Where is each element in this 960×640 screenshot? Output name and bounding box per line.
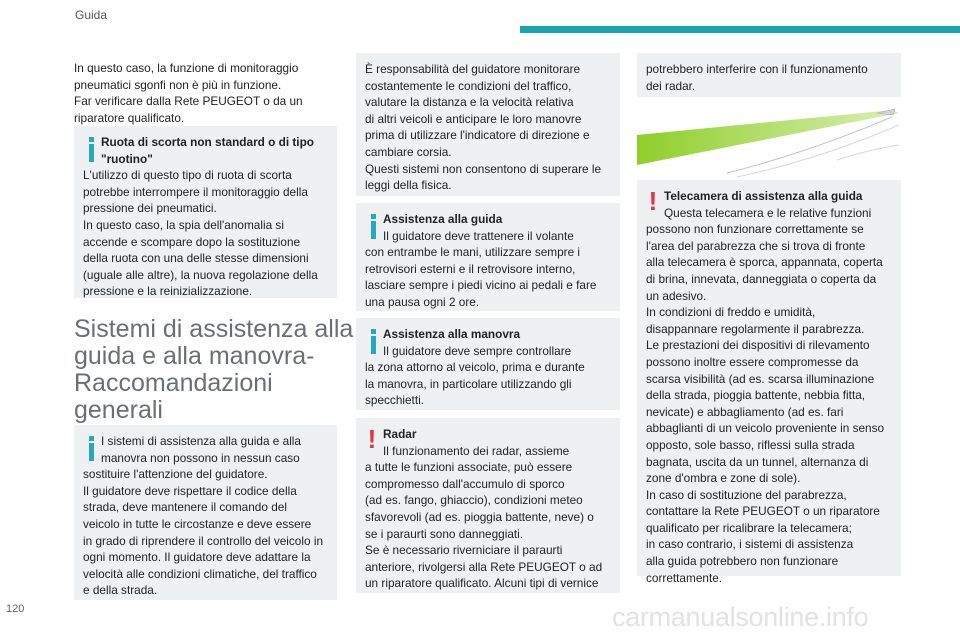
text-line: contattare la Rete PEUGEOT o un riparatore [646,504,880,519]
note-title: Assistenza alla guida [383,212,503,226]
note-radar-continued [637,53,901,97]
text-line: È responsabilità del guidatore monitorare [365,62,581,76]
watermark: carmanualsonline.info [612,602,869,632]
text-line: In questo caso, la spia dell'anomalia si [83,217,284,232]
note-camera [637,180,901,585]
note-responsibility [356,53,620,196]
info-icon [88,436,95,461]
green-highlight-band [637,110,899,165]
text-line: manovra non possono in nessun caso [101,450,300,465]
page-number: 120 [6,603,25,615]
info-icon [88,137,95,162]
note-title: Radar [383,427,417,441]
text-line: e della strada. [83,583,158,598]
text-line: una pausa ogni 2 ore. [365,294,480,309]
section-title: Sistemi di assistenza alla guida e alla manovra- Raccomandazioni generali [74,315,354,424]
text-line: l'area del parabrezza che si trova di fronte [646,238,866,253]
text-line: un adesivo. [646,288,707,303]
text-line: se i paraurti sono danneggiati. [365,526,524,541]
text-line: di altri veicoli e anticipare le loro manovre [365,111,582,126]
text-line: pressione dei pneumatici. [83,201,217,216]
text-line: velocità alle condizioni climatiche, del traffico [83,566,317,581]
text-line: Far verificare dalla Rete PEUGEOT o da un [74,94,303,109]
text-line: cambiare corsia. [365,144,452,159]
text-line: Il funzionamento dei radar, assieme [383,443,570,458]
text-line: bagnata, uscita da un tunnel, alternanza di [646,454,869,469]
text-line: della ruota con una delle stesse dimensioni [83,251,309,266]
text-line: disappannare regolarmente il parabrezza. [646,321,865,336]
text-line: L'utilizzo di questo tipo di ruota di scorta [83,168,292,183]
text-line: Le prestazioni dei dispositivi di rilevamento [646,338,870,353]
text-line: dei radar. [646,78,696,93]
text-line: (ad es. fango, ghiaccio), condizioni meteo [365,493,583,508]
text-line: leggi della fisica. [365,178,452,193]
text-line: Il guidatore deve sempre controllare [383,343,572,358]
text-line: potrebbe interrompere il monitoraggio della [83,184,308,199]
text-line: la zona attorno al veicolo, prima e durante [365,360,585,375]
text-line: in grado di riprendere il controllo del veicolo in [83,533,324,548]
text-line: un riparatore qualificato. Alcuni tipi di vernice [365,576,599,591]
text-line: prima di utilizzare l'indicatore di direzione e [365,128,590,143]
header-title: Guida [75,8,108,22]
intro-paragraph [74,60,303,126]
text-line: strada, deve mantenere il comando del [83,500,287,515]
text-line: In condizioni di freddo e umidità, [646,305,816,320]
text-line: In questo caso, la funzione di monitoraggio [74,61,299,75]
warning-icon: ! [367,424,377,454]
text-line: Il guidatore deve rispettare il codice della [83,483,297,498]
text-line: specchietti. [365,393,425,408]
note-title: Ruota di scorta non standard o di tipo [101,135,315,149]
text-line: sfavorevoli (ad es. pioggia battente, neve) o [365,509,594,524]
text-line: alla guida potrebbero non funzionare [646,554,839,569]
text-line: scarsa visibilità (ad es. scarsa illuminazione [646,371,875,386]
text-line: possono non funzionare correttamente se [646,222,864,237]
header-accent-bar [520,26,960,33]
note-title: Telecamera di assistenza alla guida [664,189,863,203]
warning-icon: ! [648,186,658,216]
text-line: pneumatici sgonfi non è più in funzione. [74,77,282,92]
text-line: pressione e la reinizializzazione. [83,284,253,299]
text-line: con entrambe le mani, utilizzare sempre i [365,245,581,260]
text-line: qualificato per ricalibrare la telecamera; [646,520,852,535]
camera-illustration [637,105,900,178]
note-radar [356,418,620,593]
note-ruotino [74,126,337,298]
text-line: costantemente le condizioni del traffico, [365,78,572,93]
text-line: accende e scompare dopo la sostituzione [83,234,301,249]
text-line: Questa telecamera e le relative funzioni [664,205,872,220]
text-line: correttamente. [646,570,723,585]
windshield-camera-image [637,105,900,178]
text-line: I sistemi di assistenza alla guida e alla [101,434,301,448]
text-line: abbaglianti di un veicolo proveniente in senso [646,421,885,436]
text-line: lasciare sempre i piedi vicino ai pedali e fare [365,278,597,293]
text-line: retrovisori esterni e il retrovisore interno, [365,261,576,276]
note-title: Assistenza alla manovra [383,327,521,341]
text-line: alla telecamera è sporca, appannata, coperta [646,255,883,270]
text-line: a tutte le funzioni associate, può essere [365,460,573,475]
text-line: zone d'ombra e zone di sole). [646,471,801,486]
text-line: la manovra, in particolare utilizzando gli [365,376,572,391]
text-line: veicolo in tutte le circostanze e deve essere [83,516,312,531]
note-title: "ruotino" [101,151,153,166]
text-line: Il guidatore deve trattenere il volante [383,228,574,243]
text-line: riparatore qualificato. [74,110,185,125]
info-icon [370,214,377,239]
text-line: ogni momento. Il guidatore deve adattare la [83,550,311,565]
text-line: valutare la distanza e la velocità relativa [365,95,574,110]
text-line: anteriore, rivolgersi alla Rete PEUGEOT o ad [365,559,603,574]
note-assist-manovra [356,318,620,410]
note-assist-guida [356,203,620,311]
text-line: in caso contrario, i sistemi di assistenza [646,537,854,552]
info-icon [370,329,377,354]
text-line: Se è necessario riverniciare il paraurti [365,543,563,558]
text-line: opposto, sole basso, riflessi sulla strada [646,437,855,452]
text-line: (uguale alle altre), la nuova regolazione della [83,267,318,282]
windshield-outline [837,145,899,160]
text-line: In caso di sostituzione del parabrezza, [646,487,847,502]
text-line: della strada, pioggia battente, nebbia fitta, [646,388,866,403]
note-general [74,425,337,600]
text-line: nevicate) e abbagliamento (ad es. fari [646,404,844,419]
text-line: compromesso dall'accumulo di sporco [365,476,565,491]
text-line: sostituire l'attenzione del guidatore. [83,467,268,482]
text-line: potrebbero interferire con il funzionamento [646,62,868,76]
text-line: di brina, innevata, danneggiata o coperta da [646,271,877,286]
text-line: possono inoltre essere compromesse da [646,354,859,369]
text-line: Questi sistemi non consentono di superare le [365,161,602,176]
